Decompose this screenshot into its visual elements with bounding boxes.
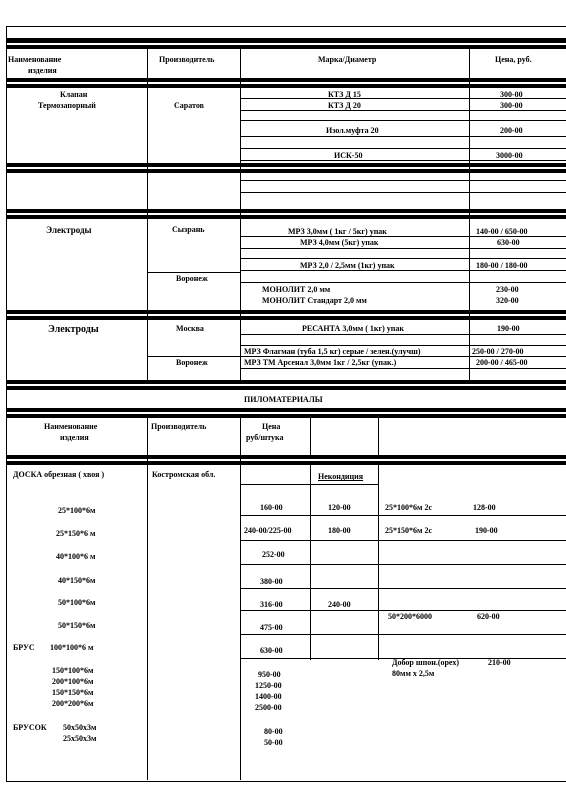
batten-size: 25х50х3м [63, 734, 97, 743]
electrodes-maker: Воронеж [176, 358, 208, 367]
electrode-price: 320-00 [496, 296, 519, 305]
beam-price: 2500-00 [255, 703, 282, 712]
board-size: 40*150*6м [58, 576, 96, 585]
electrode-mark: РЕСАНТА 3,0мм ( 1кг) упак [302, 324, 405, 333]
divider-band [6, 45, 566, 49]
electrode-mark: МРЗ ТМ Арсенал 3,0мм 1кг / 2,5кг (упак.) [244, 358, 397, 367]
header-name-2: изделия [28, 66, 57, 75]
electrode-mark: МРЗ Флагман (туба 1,5 кг) серые / зелен.(улучш) [244, 347, 421, 356]
divider-band [6, 163, 566, 167]
board-size: 50*100*6м [58, 598, 96, 607]
beam-size: 200*200*6м [52, 699, 94, 708]
valve-price: 3000-00 [496, 151, 523, 160]
board-sub-price: 240-00 [328, 600, 351, 609]
electrode-mark: МОНОЛИТ 2,0 мм [262, 285, 331, 294]
board-price: 380-00 [260, 577, 283, 586]
electrodes-maker: Сызрань [172, 225, 205, 234]
board-size: 40*100*6 м [56, 552, 96, 561]
beam-price: 1250-00 [255, 681, 282, 690]
lumber-header-maker: Производитель [151, 422, 207, 431]
extra-price: 620-00 [477, 612, 500, 621]
lumber-header-price-2: руб/штука [246, 433, 284, 442]
divider-band [6, 408, 566, 412]
divider-band [6, 316, 566, 320]
beam-size: 150*100*6м [52, 666, 94, 675]
section-title: ПИЛОМАТЕРИАЛЫ [244, 395, 323, 404]
beam-label: БРУС [13, 643, 35, 652]
electrode-price: 630-00 [497, 238, 520, 247]
beam-price: 630-00 [260, 646, 283, 655]
divider-band [6, 380, 566, 384]
batten-price: 80-00 [264, 727, 283, 736]
electrode-price: 200-00 / 465-00 [476, 358, 528, 367]
extra-item: 80мм х 2,5м [392, 669, 435, 678]
valve-price: 200-00 [500, 126, 523, 135]
electrode-mark: МОНОЛИТ Стандарт 2,0 мм [262, 296, 367, 305]
electrode-price: 140-00 / 650-00 [476, 227, 528, 236]
board-size: 25*100*6м [58, 506, 96, 515]
board-price: 252-00 [262, 550, 285, 559]
electrode-mark: МРЗ 4,0мм (5кг) упак [300, 238, 379, 247]
divider-band [6, 209, 566, 213]
substandard-label: Некондиция [318, 472, 364, 481]
electrode-price: 190-00 [497, 324, 520, 333]
divider-band [6, 310, 566, 314]
header-mark: Марка/Диаметр [318, 55, 377, 64]
board-price: 316-00 [260, 600, 283, 609]
header-maker: Производитель [159, 55, 215, 64]
divider-band [6, 38, 566, 43]
beam-price: 1400-00 [255, 692, 282, 701]
valve-mark: Изол.муфта 20 [326, 126, 379, 135]
valve-mark: КТЗ Д 15 [328, 90, 361, 99]
header-name-1: Наименование [8, 55, 62, 64]
valve-price: 300-00 [500, 101, 523, 110]
board-sub-price: 120-00 [328, 503, 351, 512]
valve-maker: Саратов [174, 101, 204, 110]
extra-price: 210-00 [488, 658, 511, 667]
beam-size: 100*100*6 м [50, 643, 94, 652]
board-title: ДОСКА обрезная ( хвоя ) [13, 470, 105, 479]
valve-mark: ИСК-50 [334, 151, 363, 160]
lumber-maker: Костромская обл. [152, 470, 216, 479]
extra-price: 190-00 [475, 526, 498, 535]
batten-price: 50-00 [264, 738, 283, 747]
divider-band [6, 78, 566, 82]
extra-price: 128-00 [473, 503, 496, 512]
electrode-mark: МРЗ 2,0 / 2,5мм (1кг) упак [300, 261, 395, 270]
batten-label: БРУСОК [13, 723, 47, 732]
extra-item: 25*100*6м 2с [385, 503, 432, 512]
valve-name-1: Клапан [60, 90, 88, 99]
divider-band [6, 215, 566, 219]
board-price: 160-00 [260, 503, 283, 512]
beam-size: 200*100*6м [52, 677, 94, 686]
electrode-price: 250-00 / 270-00 [472, 347, 524, 356]
board-size: 50*150*6м [58, 621, 96, 630]
board-price: 475-00 [260, 623, 283, 632]
valve-price: 300-00 [500, 90, 523, 99]
electrode-mark: МРЗ 3,0мм ( 1кг / 5кг) упак [288, 227, 387, 236]
extra-item: 25*150*6м 2с [385, 526, 432, 535]
lumber-header-price-1: Цена [262, 422, 281, 431]
electrode-price: 230-00 [496, 285, 519, 294]
batten-size: 50х50х3м [63, 723, 97, 732]
divider-band [6, 84, 566, 88]
header-price: Цена, руб. [495, 55, 532, 64]
lumber-header-name-2: изделия [60, 433, 89, 442]
electrodes-name: Электроды [46, 225, 92, 235]
board-sub-price: 180-00 [328, 526, 351, 535]
electrode-price: 180-00 / 180-00 [476, 261, 528, 270]
valve-mark: КТЗ Д 20 [328, 101, 361, 110]
divider-band [6, 169, 566, 173]
extra-item: 50*200*6000 [388, 612, 432, 621]
board-price: 240-00/225-00 [244, 526, 292, 535]
divider-band [6, 461, 566, 465]
beam-size: 150*150*6м [52, 688, 94, 697]
extra-item: Добор шпон.(орех) [392, 658, 459, 667]
board-size: 25*150*6 м [56, 529, 96, 538]
electrodes-name: Электроды [48, 324, 99, 335]
valve-name-2: Термозапорный [38, 101, 96, 110]
divider-band [6, 386, 566, 390]
divider-band [6, 414, 566, 418]
divider-band [6, 455, 566, 459]
lumber-header-name-1: Наименование [44, 422, 98, 431]
electrodes-maker: Воронеж [176, 274, 208, 283]
beam-price: 950-00 [258, 670, 281, 679]
electrodes-maker: Москва [176, 324, 204, 333]
